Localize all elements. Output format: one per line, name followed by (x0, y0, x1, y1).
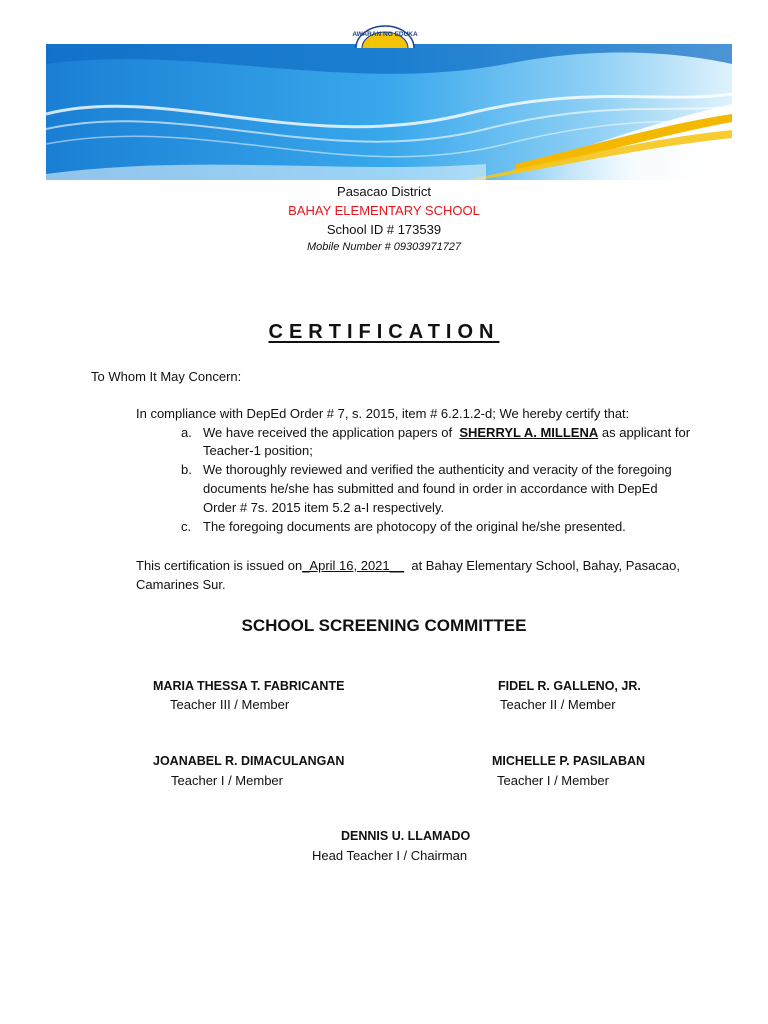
list-marker: b. (181, 462, 192, 477)
header-banner (46, 44, 732, 180)
member-role: Teacher I / Member (497, 773, 609, 788)
member-name: JOANABEL R. DIMACULANGAN (153, 754, 345, 768)
mobile-number: Mobile Number # 09303971727 (306, 241, 462, 253)
applicant-name: SHERRYL A. MILLENA (459, 425, 599, 440)
svg-text:AWARAN NG EDUKA: AWARAN NG EDUKA (352, 31, 418, 38)
member-name: MARIA THESSA T. FABRICANTE (153, 679, 345, 693)
list-item: We have received the application papers of SHERRYL A. MILLENA as applicant for (203, 425, 691, 440)
member-role: Teacher I / Member (171, 773, 283, 788)
issued-location-line: Camarines Sur. (136, 577, 226, 592)
chairman-name: DENNIS U. LLAMADO (341, 829, 471, 843)
chairman-role: Head Teacher I / Chairman (312, 848, 468, 863)
list-item-line: Teacher-1 position; (203, 443, 313, 458)
list-marker: a. (181, 425, 192, 440)
member-name: MICHELLE P. PASILABAN (492, 754, 646, 768)
list-item: The foregoing documents are photocopy of the original he/she presented. (203, 519, 626, 534)
issue-date: _April 16, 2021__ (302, 558, 405, 573)
certification-title: CERTIFICATION (268, 321, 500, 343)
member-name: FIDEL R. GALLENO, JR. (498, 679, 641, 693)
district: Pasacao District (337, 184, 431, 199)
deped-seal-logo (352, 24, 418, 48)
school-name: BAHAY ELEMENTARY SCHOOL (288, 203, 480, 218)
school-id: School ID # 173539 (326, 222, 442, 237)
list-item-line: Order # 7s. 2015 item 5.2 a-I respectively. (203, 500, 445, 515)
list-item-line: documents he/she has submitted and found in order in accordance with DepEd (203, 481, 658, 496)
committee-title: SCHOOL SCREENING COMMITTEE (241, 616, 527, 635)
intro-paragraph: In compliance with DepEd Order # 7, s. 2015, item # 6.2.1.2-d; We hereby certify that: (136, 406, 630, 421)
salutation: To Whom It May Concern: (91, 369, 242, 384)
issued-statement: This certification is issued on_April 16, 2021__ at Bahay Elementary School, Bahay, Pasacao, (136, 558, 680, 573)
list-marker: c. (181, 519, 192, 534)
list-item: We thoroughly reviewed and verified the authenticity and veracity of the foregoing (203, 462, 672, 477)
member-role: Teacher II / Member (500, 697, 616, 712)
member-role: Teacher III / Member (170, 697, 290, 712)
